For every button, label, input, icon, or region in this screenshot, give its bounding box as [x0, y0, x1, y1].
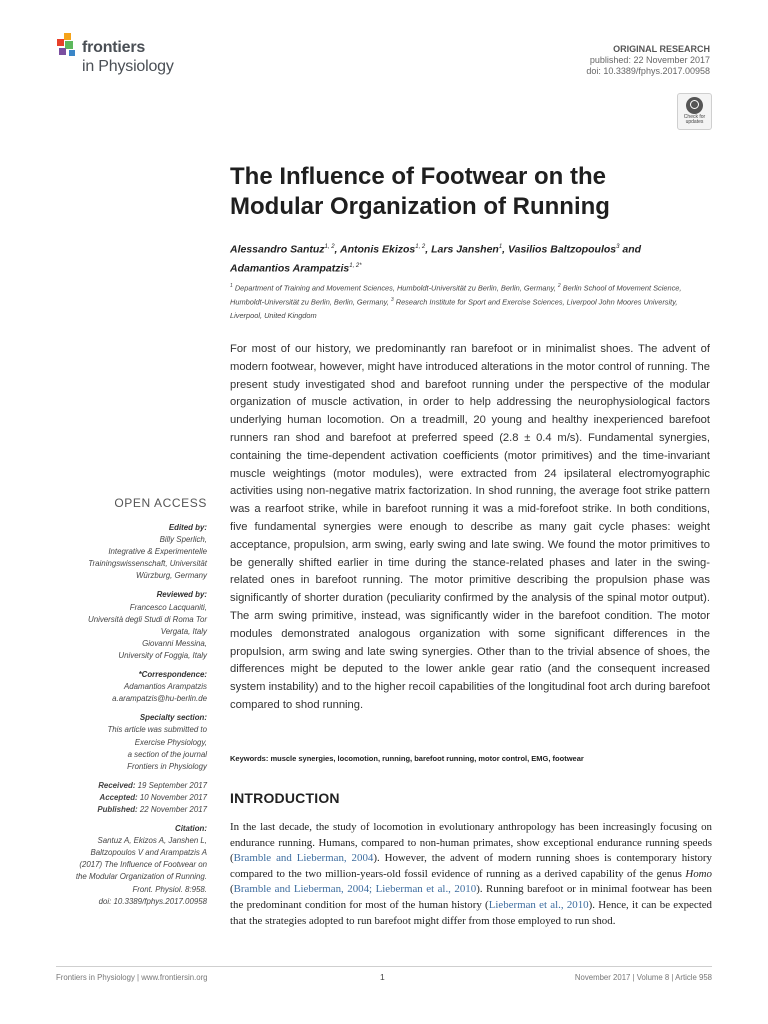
reviewed-by-label: Reviewed by:: [156, 590, 207, 600]
citation-line: Baltzopoulos V and Arampatzis A: [90, 848, 207, 858]
received-label: Received:: [98, 780, 136, 790]
correspondence-label: *Correspondence:: [138, 670, 207, 680]
specialty-line: a section of the journal: [127, 749, 207, 759]
author-affiliation-marker: 1: [498, 244, 503, 250]
check-badge-line1: Check for: [683, 114, 706, 120]
accepted-date: [40, 792, 207, 804]
correspondence-name: Adamantios Arampatzis: [123, 682, 207, 692]
genus-name: Homo: [685, 867, 712, 880]
page-number: 1: [380, 972, 385, 982]
keywords-text: muscle synergies, locomotion, running, barefoot running, motor control, EMG, footwear: [270, 754, 584, 763]
intro-text: ). Running barefoot or in minimal footwear has been the predominant condition for most of the human history (: [230, 883, 712, 911]
article-doi[interactable]: doi: 10.3389/fphys.2017.00958: [586, 66, 710, 76]
reviewer-line: Vergata, Italy: [160, 626, 207, 636]
author-name[interactable]: Antonis Ekizos: [340, 243, 416, 256]
check-badge-line2: updates: [685, 119, 704, 125]
accepted-label: Accepted:: [99, 792, 138, 802]
citation-line: (2017) The Influence of Footwear on: [79, 860, 207, 870]
editor-line: Würzburg, Germany: [135, 571, 207, 581]
article-info-sidebar: [40, 522, 207, 908]
frontiers-logo[interactable]: [56, 33, 216, 81]
citation-link[interactable]: Bramble and Lieberman, 2004: [233, 852, 374, 865]
check-updates-icon: [686, 97, 703, 114]
author-list: Alessandro Santuz$^{1, 2}$, Antonis Ekizos$^{1, 2}$, Lars Janshen$^1$, Vasilios Baltzopoulos$^3$ and Adamantios Arampatzis$^{1, 2*}$: [230, 243, 642, 274]
reviewer-line: University of Foggia, Italy: [118, 650, 207, 660]
citation-label: Citation:: [175, 824, 207, 834]
check-for-updates-button[interactable]: [677, 93, 712, 130]
intro-text: In the last decade, the study of locomotion in evolutionary anthropology has been increasingly focusing on endurance running. Humans, compared to non-human primates, show exceptional endurance running speeds (: [230, 821, 712, 865]
author-affiliation-marker: 1, 2*: [349, 262, 362, 269]
accepted-value: 10 November 2017: [139, 792, 207, 802]
published-date: published: 22 November 2017: [589, 55, 710, 65]
affiliation-text: Berlin School of Movement Science, Humboldt-Universität zu Berlin, Berlin, Germany,: [230, 283, 682, 307]
received-value: 19 September 2017: [137, 780, 207, 790]
keywords-label: Keywords:: [230, 754, 269, 763]
correspondence-email-link[interactable]: a.arampatzis@hu-berlin.de: [112, 694, 207, 704]
frontiers-logo-icon: [56, 33, 80, 59]
author-affiliation-marker: 1, 2: [324, 244, 335, 250]
intro-text: ). However, the advent of modern running shoes is contemporary history compared to the two million-years-old fossil evidence of running as a derived capability of the genus: [230, 852, 712, 880]
intro-text: ). Hence, it can be expected that the strategies adopted to run barefoot might differ from those employed to run shod.: [230, 898, 712, 927]
published-date-sidebar: [40, 804, 207, 816]
footer-issue-info: November 2017 | Volume 8 | Article 958: [574, 973, 712, 982]
keywords: [230, 753, 710, 764]
citation-line: the Modular Organization of Running.: [75, 872, 207, 882]
affiliation-text: Department of Training and Movement Sciences, Humboldt-Universität zu Berlin, Berlin, Germany,: [234, 283, 556, 293]
specialty-section-label: Specialty section:: [139, 713, 207, 723]
title-line-2: Modular Organization of Running: [230, 193, 610, 220]
published-label: Published:: [97, 804, 138, 814]
editor-line[interactable]: Billy Sperlich,: [159, 535, 207, 545]
author-conjunction: and: [622, 243, 642, 256]
title-line-1: The Influence of Footwear on the: [230, 163, 607, 190]
received-date: [40, 780, 207, 792]
affiliation-marker: 3: [390, 297, 394, 304]
brand-name: frontiers: [82, 39, 146, 56]
intro-text: (: [230, 883, 234, 896]
footer-divider: [56, 966, 712, 967]
published-value: 22 November 2017: [139, 804, 207, 814]
citation-line: Front. Physiol. 8:958.: [132, 884, 207, 894]
citation-link[interactable]: Bramble and Lieberman, 2004; Lieberman et al., 2010: [233, 883, 477, 896]
author-name[interactable]: Adamantios Arampatzis: [230, 262, 350, 274]
section-heading-introduction: INTRODUCTION: [230, 790, 340, 806]
author-affiliation-marker: 1, 2: [415, 244, 426, 250]
affiliation-marker: 2: [557, 283, 561, 289]
affiliations: [230, 280, 708, 322]
author-name[interactable]: Alessandro Santuz: [230, 243, 325, 256]
affiliation-marker: 1: [230, 283, 233, 289]
citation-line: Santuz A, Ekizos A, Janshen L,: [97, 836, 207, 846]
specialty-line: This article was submitted to: [107, 725, 207, 735]
reviewer-line[interactable]: Francesco Lacquaniti,: [129, 602, 207, 612]
introduction-paragraph: [230, 820, 712, 929]
open-access-label: OPEN ACCESS: [114, 496, 207, 510]
journal-name: in Physiology: [82, 58, 174, 75]
article-meta: [586, 44, 710, 77]
edited-by-label: Edited by:: [168, 523, 207, 532]
reviewer-line: Università degli Studi di Roma Tor: [88, 614, 207, 624]
abstract: For most of our history, we predominantly ran barefoot or in minimalist shoes. The advent of modern footwear, however, might have introduced alterations in the motor control of running. The present study investigated shod and barefoot running under the perspective of the modular organization of muscle activation, in order to help addressing the neurophysiological factors underlying human locomotion. On a treadmill, 20 young and healthy inexperienced barefoot runners ran shod and barefoot at preferred speed (2.8 ± 0.4 m/s). Fundamental synergies, containing the time-dependent activation coefficients (motor primitives) and the time-invariant muscle weightings (motor modules), were extracted from 24 ipsilateral electromyographic activities using non-negative matrix factorization. In shod running, the average foot strike pattern was a rearfoot strike, while in barefoot running it was a mid-forefoot strike. In both conditions, five fundamental synergies were enough to describe as many gait cycle phases: weight acceptance, propulsion, arm swing, early swing and late swing. We found the motor primitives to be generally shifted earlier in time during the stance-related phases and later in the swing-related ones in barefoot running. The motor primitive describing the propulsion phase was significantly of shorter duration (peculiarity confirmed by the analysis of the spinal motor output). The arm swing primitive, instead, was significantly wider in the barefoot condition. The motor modules demonstrated analogous organization with some significant differences in the propulsion, arm swing and late swing synergies. Other than to the trivial absence of shoes, the differences might be deputed to the lower ankle gear ratio (and the consequent increased system instability) and to the higher recoil capabilities of the longitudinal foot arch during barefoot compared to shod running.: [230, 343, 710, 711]
citation-link[interactable]: Lieberman et al., 2010: [488, 898, 589, 911]
specialty-line: Frontiers in Physiology: [127, 761, 207, 771]
citation-doi-link[interactable]: doi: 10.3389/fphys.2017.00958: [98, 896, 207, 906]
author-name[interactable]: Vasilios Baltzopoulos: [508, 243, 617, 256]
article-type: ORIGINAL RESEARCH: [613, 44, 710, 54]
specialty-line: Exercise Physiology,: [134, 737, 207, 747]
editor-line: Integrative & Experimentelle: [108, 547, 207, 557]
article-title: [230, 162, 700, 222]
footer-journal-link[interactable]: Frontiers in Physiology | www.frontiersin.org: [56, 973, 208, 982]
affiliation-text: Research Institute for Sport and Exercise Sciences, Liverpool John Moores University, Liverpool, United Kingdom: [230, 297, 678, 320]
author-name[interactable]: Lars Janshen: [431, 243, 499, 256]
editor-line: Trainingswissenschaft, Universität: [88, 559, 207, 569]
reviewer-line[interactable]: Giovanni Messina,: [142, 638, 207, 648]
author-affiliation-marker: 3: [616, 244, 620, 250]
